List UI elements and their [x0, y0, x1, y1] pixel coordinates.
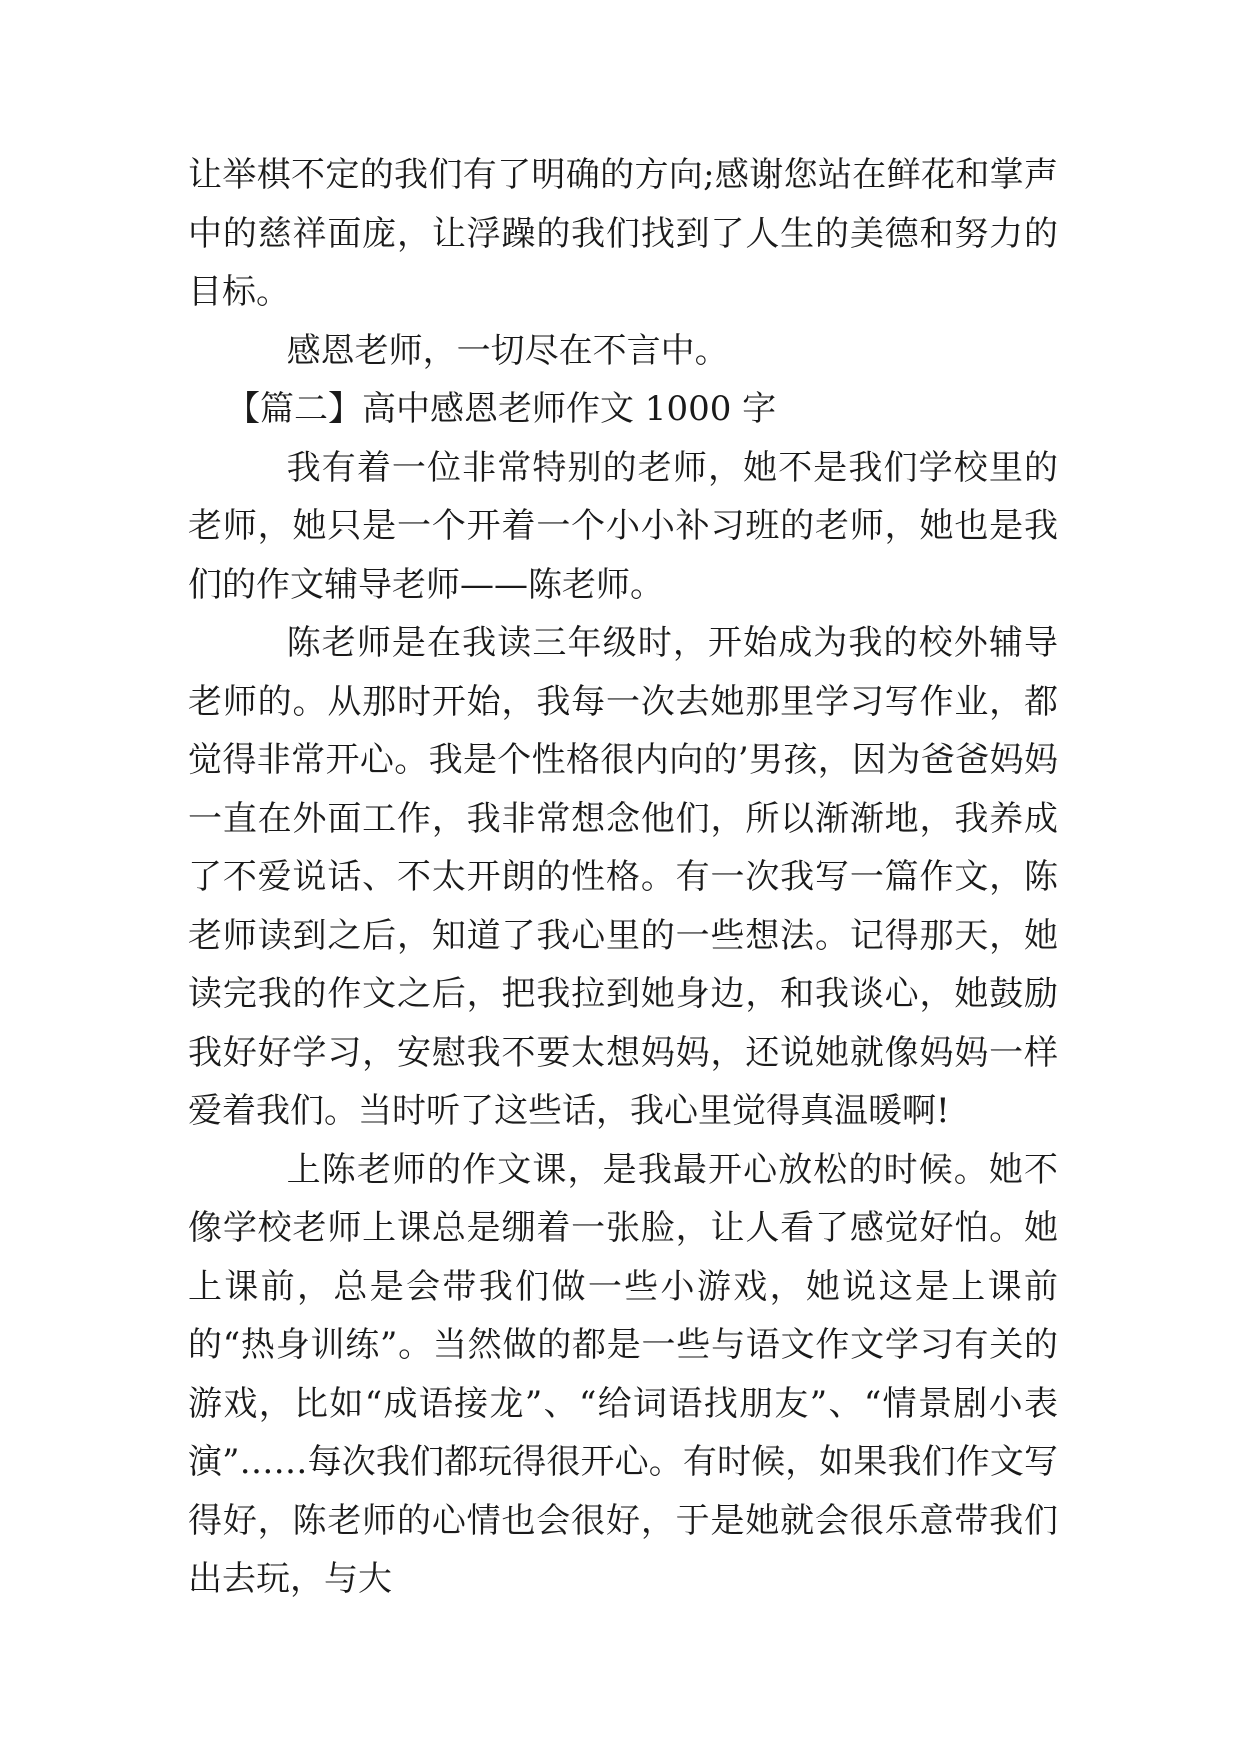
paragraph-continuation: 让举棋不定的我们有了明确的方向;感谢您站在鲜花和掌声中的慈祥面庞，让浮躁的我们找到了人生的美德和努力的目标。 [188, 155, 1059, 312]
paragraph: 上陈老师的作文课，是我最开心放松的时候。她不像学校老师上课总是绷着一张脸，让人看了感觉好怕。她上课前，总是会带我们做一些小游戏，她说这是上课前的“热身训练”。当然做的都是一些与语文作文学习有关的游戏，比如“成语接龙”、“给词语找朋友”、“情景剧小表演”……每次我们都玩得很开心。有时候，如果我们作文写得好，陈老师的心情也会很好，于是她就会很乐意带我们出去玩，与大 [188, 1149, 1058, 1599]
document-body [188, 146, 1058, 1609]
paragraph: 我有着一位非常特别的老师，她不是我们学校里的老师，她只是一个开着一个小小补习班的老师，她也是我们的作文辅导老师——陈老师。 [188, 447, 1058, 605]
paragraph: 陈老师是在我读三年级时，开始成为我的校外辅导老师的。从那时开始，我每一次去她那里学习写作业，都觉得非常开心。我是个性格很内向的’男孩，因为爸爸妈妈一直在外面工作，我非常想念他们，所以渐渐地，我养成了不爱说话、不太开朗的性格。有一次我写一篇作文，陈老师读到之后，知道了我心里的一些想法。记得那天，她读完我的作文之后，把我拉到她身边，和我谈心，她鼓励我好好学习，安慰我不要太想妈妈，还说她就像妈妈一样爱着我们。当时听了这些话，我心里觉得真温暖啊! [188, 623, 1058, 1131]
section-heading: 【篇二】高中感恩老师作文 1000 字 [226, 389, 777, 429]
paragraph-closing-line: 感恩老师，一切尽在不言中。 [286, 330, 729, 371]
